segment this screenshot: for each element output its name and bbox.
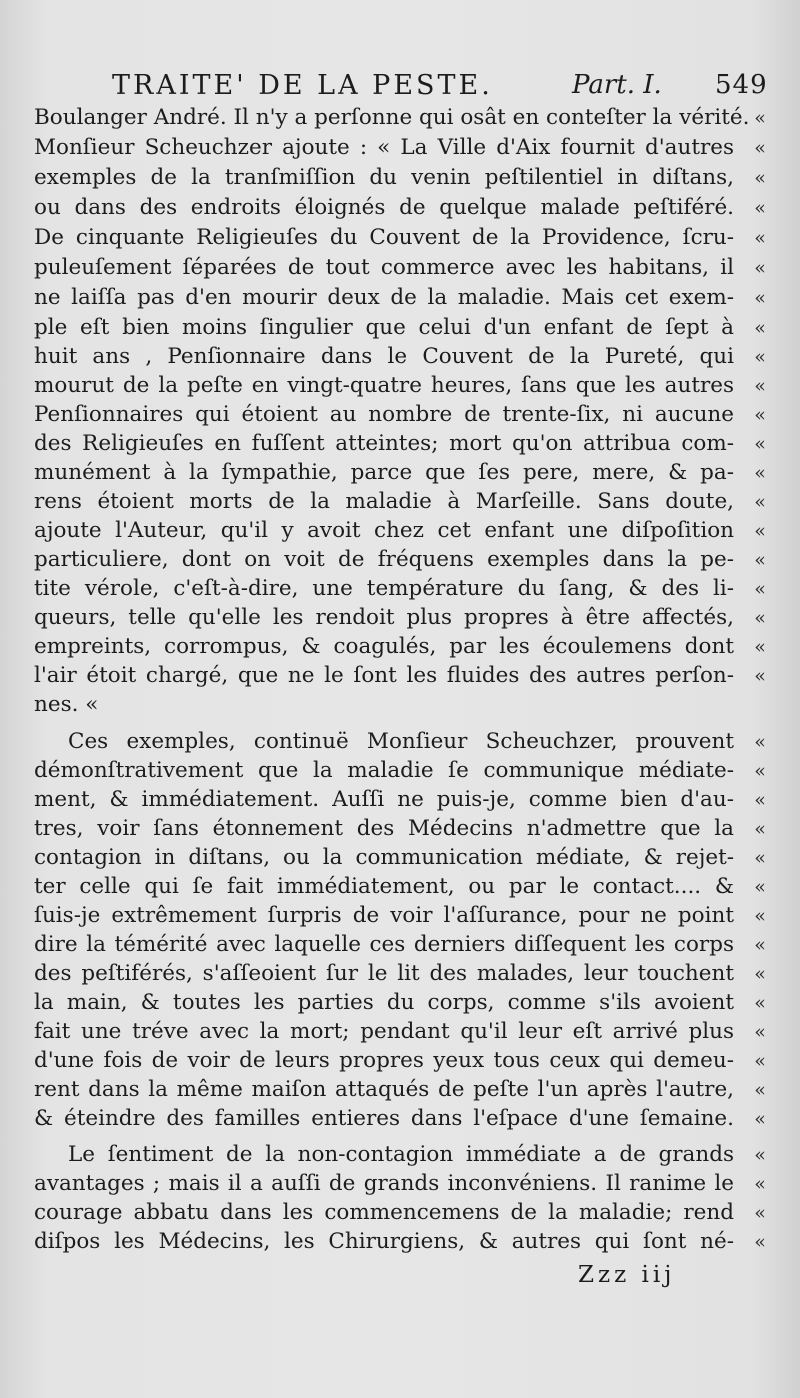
margin-quote-mark: «: [754, 549, 766, 571]
text-line: Penſionnaires qui étoient au nombre de trente-ſix, ni aucune: [34, 402, 734, 427]
text-line: des peſtiférés, s'aſſeoient ſur le lit des malades, leur touchent: [34, 961, 734, 986]
margin-quote-mark: «: [754, 167, 766, 189]
text-line: Boulanger André. Il n'y a perſonne qui osât en conteſter la vérité.: [34, 105, 750, 130]
margin-quote-mark: «: [754, 346, 766, 368]
text-line: ter celle qui ſe fait immédiatement, ou par le contact.... &: [34, 874, 734, 899]
margin-quote-mark: «: [754, 934, 766, 956]
text-line: ne laiſſa pas d'en mourir deux de la maladie. Mais cet exem-: [34, 285, 734, 310]
text-line: contagion in diſtans, ou la communication médiate, & rejet-: [34, 845, 734, 870]
page-number: 549: [715, 70, 768, 100]
text-line: dire la témérité avec laquelle ces derniers diſſequent les corps: [34, 932, 734, 957]
text-line: fait une tréve avec la mort; pendant qu'il leur eſt arrivé plus: [34, 1019, 734, 1044]
text-line: rent dans la même maiſon attaqués de peſte l'un après l'autre,: [34, 1077, 734, 1102]
text-line: ple eſt bien moins ſingulier que celui d'un enfant de ſept à: [34, 315, 734, 340]
margin-quote-mark: «: [754, 227, 766, 249]
signature-mark: Zzz iij: [578, 1262, 676, 1288]
text-line: ou dans des endroits éloignés de quelque malade peſtiféré.: [34, 195, 734, 220]
text-line: huit ans , Penſionnaire dans le Couvent de la Pureté, qui: [34, 344, 734, 369]
margin-quote-mark: «: [754, 404, 766, 426]
text-line: d'une fois de voir de leurs propres yeux tous ceux qui demeu-: [34, 1048, 734, 1073]
text-line: des Religieuſes en fuſſent atteintes; mort qu'on attribua com-: [34, 431, 734, 456]
margin-quote-mark: «: [754, 462, 766, 484]
margin-quote-mark: «: [754, 876, 766, 898]
text-line: De cinquante Religieuſes du Couvent de la Providence, ſcru-: [34, 225, 734, 250]
margin-quote-mark: «: [754, 433, 766, 455]
margin-quote-mark: «: [754, 1021, 766, 1043]
margin-quote-mark: «: [754, 1231, 766, 1253]
margin-quote-mark: «: [754, 1108, 766, 1130]
text-line: démonſtrativement que la maladie ſe communique médiate-: [34, 758, 734, 783]
text-line: ment, & immédiatement. Auſſi ne puis-je, comme bien d'au-: [34, 787, 734, 812]
margin-quote-mark: «: [754, 317, 766, 339]
margin-quote-mark: «: [754, 1144, 766, 1166]
text-line: munément à la ſympathie, parce que ſes pere, mere, & pa-: [34, 460, 734, 485]
text-line: exemples de la tranſmiſſion du venin peſtilentiel in diſtans,: [34, 165, 734, 190]
text-line: courage abbatu dans les commencemens de la maladie; rend: [34, 1200, 734, 1225]
text-line: tres, voir ſans étonnement des Médecins n'admettre que la: [34, 816, 734, 841]
margin-quote-mark: «: [754, 905, 766, 927]
margin-quote-mark: «: [754, 578, 766, 600]
text-line: nes. «: [34, 692, 99, 717]
margin-quote-mark: «: [754, 137, 766, 159]
margin-quote-mark: «: [754, 607, 766, 629]
text-line: queurs, telle qu'elle les rendoit plus propres à être affectés,: [34, 605, 734, 630]
text-line: Ces exemples, continuë Monſieur Scheuchzer, prouvent: [68, 729, 734, 754]
margin-quote-mark: «: [754, 197, 766, 219]
margin-quote-mark: «: [754, 963, 766, 985]
margin-quote-mark: «: [754, 665, 766, 687]
margin-quote-mark: «: [754, 491, 766, 513]
text-line: diſpos les Médecins, les Chirurgiens, & autres qui ſont né-: [34, 1229, 734, 1254]
margin-quote-mark: «: [754, 107, 766, 129]
text-line: ſuis-je extrêmement ſurpris de voir l'aſſurance, pour ne point: [34, 903, 734, 928]
text-line: particuliere, dont on voit de fréquens exemples dans la pe-: [34, 547, 734, 572]
text-line: l'air étoit chargé, que ne le ſont les fluides des autres perſon-: [34, 663, 734, 688]
margin-quote-mark: «: [754, 1173, 766, 1195]
text-line: Le ſentiment de la non-contagion immédiate a de grands: [68, 1142, 734, 1167]
margin-quote-mark: «: [754, 520, 766, 542]
text-line: empreints, corrompus, & coagulés, par les écoulemens dont: [34, 634, 734, 659]
margin-quote-mark: «: [754, 375, 766, 397]
text-line: la main, & toutes les parties du corps, comme s'ils avoient: [34, 990, 734, 1015]
margin-quote-mark: «: [754, 1050, 766, 1072]
margin-quote-mark: «: [754, 287, 766, 309]
text-line: Monſieur Scheuchzer ajoute : « La Ville d'Aix fournit d'autres: [34, 135, 734, 160]
text-line: rens étoient morts de la maladie à Marſeille. Sans doute,: [34, 489, 734, 514]
text-line: tite vérole, c'eſt-à-dire, une température du ſang, & des li-: [34, 576, 734, 601]
margin-quote-mark: «: [754, 1079, 766, 1101]
text-line: puleuſement ſéparées de tout commerce avec les habitans, il: [34, 255, 734, 280]
margin-quote-mark: «: [754, 818, 766, 840]
header-part: Part. I.: [572, 70, 662, 100]
margin-quote-mark: «: [754, 731, 766, 753]
margin-quote-mark: «: [754, 636, 766, 658]
header-title: TRAITE' DE LA PESTE.: [112, 70, 493, 101]
margin-quote-mark: «: [754, 847, 766, 869]
text-line: avantages ; mais il a auſſi de grands inconvéniens. Il ranime le: [34, 1171, 734, 1196]
margin-quote-mark: «: [754, 992, 766, 1014]
text-line: ajoute l'Auteur, qu'il y avoit chez cet enfant une diſpoſition: [34, 518, 734, 543]
margin-quote-mark: «: [754, 1202, 766, 1224]
text-line: mourut de la peſte en vingt-quatre heures, ſans que les autres: [34, 373, 734, 398]
margin-quote-mark: «: [754, 760, 766, 782]
margin-quote-mark: «: [754, 789, 766, 811]
text-line: & éteindre des familles entieres dans l'eſpace d'une ſemaine.: [34, 1106, 734, 1131]
margin-quote-mark: «: [754, 257, 766, 279]
